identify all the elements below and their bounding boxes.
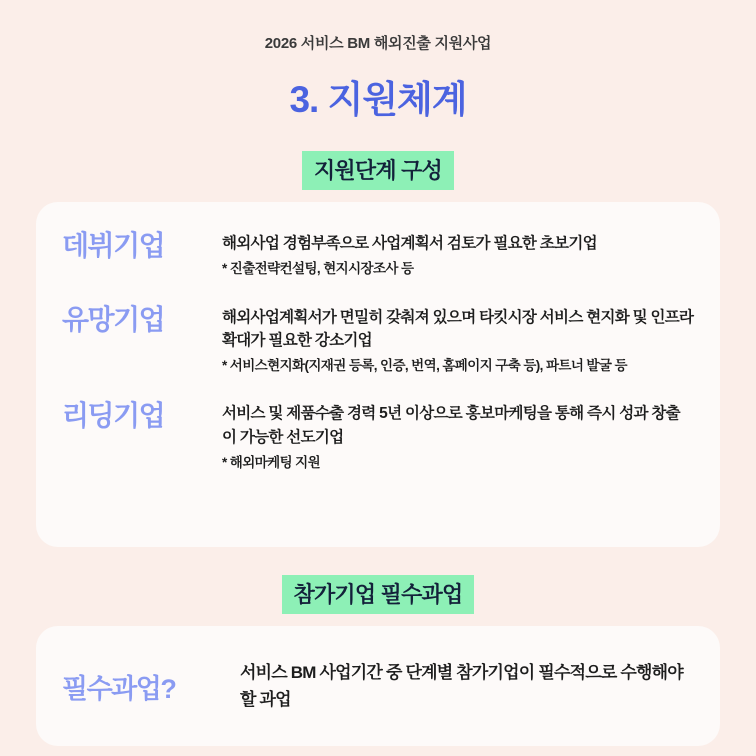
stages-card [36,202,720,547]
stage-row [62,398,694,473]
section-heading-stages: 지원단계 구성 [302,151,454,190]
task-label: 필수과업? [62,673,176,704]
task-card [36,626,720,746]
stage-row [62,228,694,280]
stage-name-leading: 리딩기업 [62,400,165,432]
stage-row [62,302,694,377]
task-description: 서비스 BM 사업기간 중 단계별 참가기업이 필수적으로 수행해야 할 과업 [240,662,683,709]
stage-body [222,302,694,377]
page-title: 3. 지원체계 [289,79,467,120]
stage-description: 해외사업 경험부족으로 사업계획서 검토가 필요한 초보기업 [222,235,597,252]
stage-description: 서비스 및 제품수출 경력 5년 이상으로 홍보마케팅을 통해 즉시 성과 창출이 가능한 선도기업 [222,405,680,446]
section-heading-task: 참가기업 필수과업 [282,575,475,614]
stage-note: * 서비스현지화(지재권 등록, 인증, 번역, 홈페이지 구축 등), 파트너 발굴 등 [222,358,627,373]
page-eyebrow: 2026 서비스 BM 해외진출 지원사업 [264,35,492,52]
stage-note: * 해외마케팅 지원 [222,454,321,470]
stage-body [222,228,694,280]
stage-description: 해외사업계획서가 면밀히 갖춰져 있으며 타킷시장 서비스 현지화 및 인프라 확대가 필요한 강소기업 [222,308,694,349]
stage-name-promising: 유망기업 [62,303,165,335]
stage-body [222,398,694,473]
stage-note: * 진출전략컨설팅, 현지시장조사 등 [222,261,414,277]
section-heading-stages-wrap [36,151,720,190]
section-heading-task-wrap [36,575,720,614]
stage-name-debut: 데뷔기업 [62,230,165,261]
